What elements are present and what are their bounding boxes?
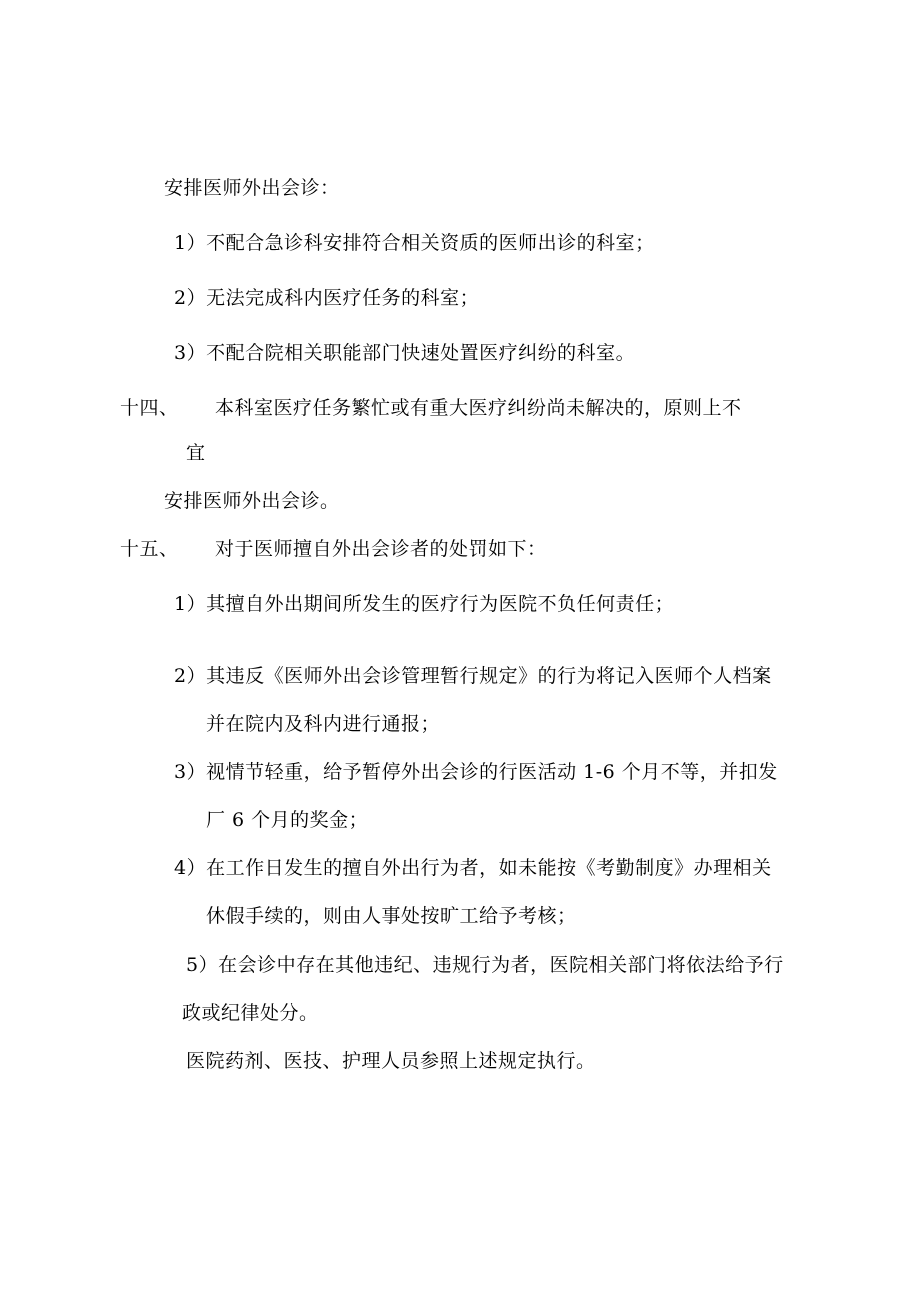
list-item: 1）其擅自外出期间所发生的医疗行为医院不负任何责任；	[174, 593, 675, 615]
list-item-continuation: 厂 6 个月的奖金；	[206, 809, 369, 831]
text-line: 安排医师外出会诊：	[164, 177, 340, 199]
closing-note: 医院药剂、医技、护理人员参照上述规定执行。	[186, 1050, 596, 1072]
list-item: 5）在会诊中存在其他违纪、违规行为者，医院相关部门将依法给予行	[186, 954, 784, 976]
list-item: 1）不配合急诊科安排符合相关资质的医师出诊的科室；	[174, 232, 655, 254]
section-number: 十五、	[120, 538, 179, 560]
list-item-continuation: 并在院内及科内进行通报；	[206, 713, 441, 735]
section-text: 对于医师擅自外出会诊者的处罚如下：	[215, 538, 547, 560]
list-item: 2）无法完成科内医疗任务的科室；	[174, 287, 480, 309]
list-item: 2）其违反《医师外出会诊管理暂行规定》的行为将记入医师个人档案	[174, 665, 772, 687]
list-item-continuation: 政或纪律处分。	[182, 1002, 319, 1024]
list-item: 3）不配合院相关职能部门快速处置医疗纠纷的科室。	[174, 342, 636, 364]
list-item: 4）在工作日发生的擅自外出行为者，如未能按《考勤制度》办理相关	[174, 857, 772, 879]
section-text: 本科室医疗任务繁忙或有重大医疗纠纷尚未解决的，原则上不	[215, 397, 742, 419]
text-line: 安排医师外出会诊。	[164, 490, 340, 512]
list-item-continuation: 休假手续的，则由人事处按旷工给予考核；	[206, 905, 577, 927]
section-text-continuation: 宜	[186, 442, 206, 464]
list-item: 3）视情节轻重，给予暂停外出会诊的行医活动 1-6 个月不等，并扣发	[174, 761, 778, 783]
section-number: 十四、	[120, 397, 179, 419]
